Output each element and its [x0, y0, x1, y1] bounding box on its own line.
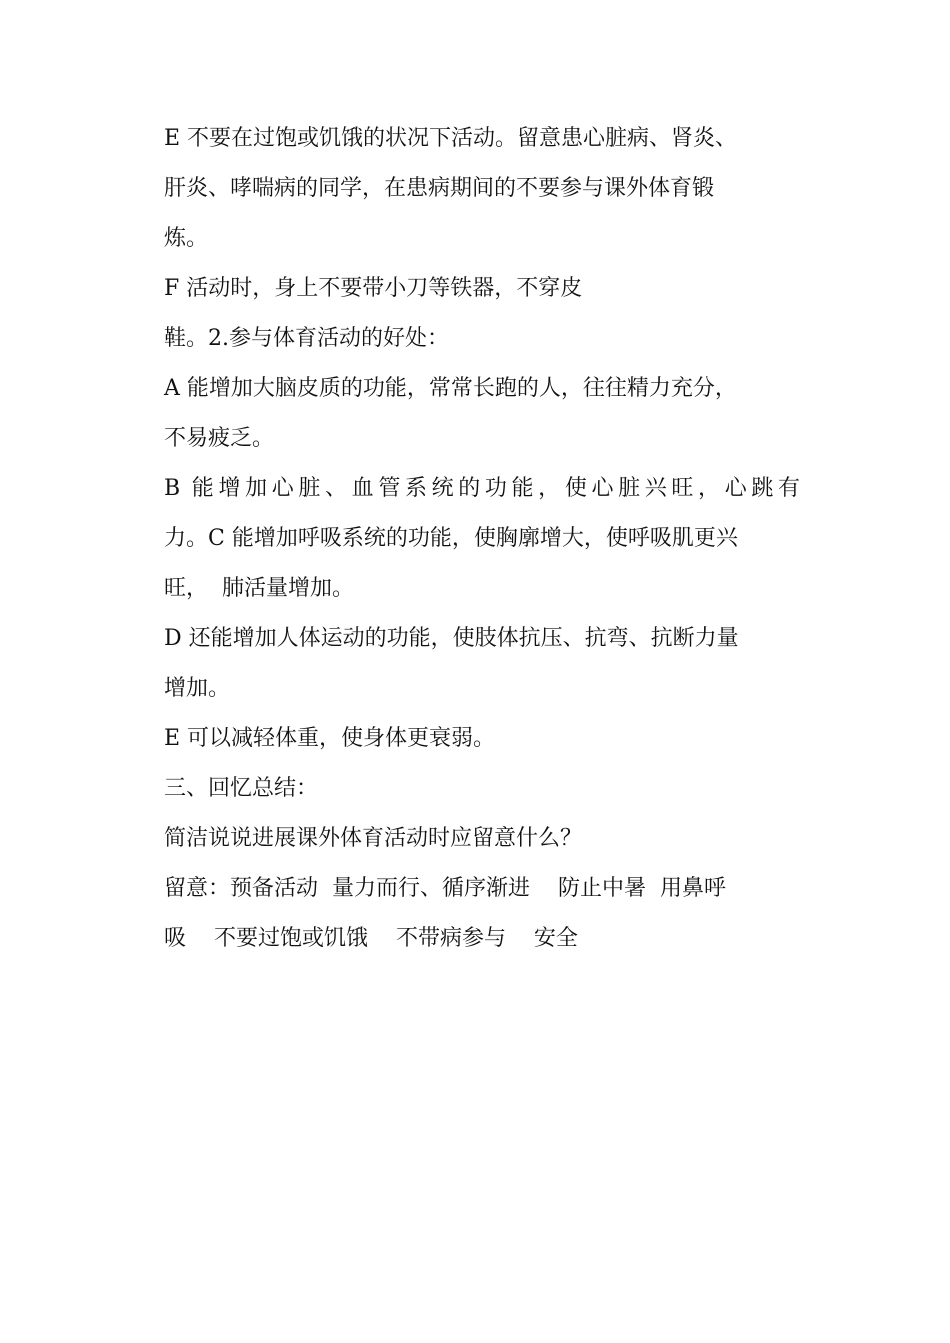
text-line: E 不要在过饱或饥饿的状况下活动。留意患心脏病、肾炎、 [164, 126, 738, 151]
document-body [164, 114, 814, 964]
text-line: 鞋。2.参与体育活动的好处： [164, 326, 449, 351]
text-line: 留意：预备活动 量力而行、循序渐进 防止中暑 用鼻呼 [164, 876, 726, 901]
text-line: 旺， 肺活量增加。 [164, 576, 354, 601]
text-line: B 能增加心脏、血管系统的功能，使心脏兴旺，心跳有 [164, 476, 800, 501]
text-line: 肝炎、哮喘病的同学，在患病期间的不要参与课外体育锻 [164, 176, 715, 201]
text-line: 简洁说说进展课外体育活动时应留意什么？ [164, 826, 583, 851]
text-line: 炼。 [164, 226, 209, 251]
text-line: E 可以减轻体重，使身体更衰弱。 [164, 726, 496, 751]
text-line: 增加。 [164, 676, 231, 701]
text-line: 不易疲乏。 [164, 426, 275, 451]
text-line: F 活动时，身上不要带小刀等铁器，不穿皮 [164, 276, 583, 301]
text-line: 吸 不要过饱或饥饿 不带病参与 安全 [164, 926, 578, 951]
text-line: D 还能增加人体运动的功能，使肢体抗压、抗弯、抗断力量 [164, 626, 739, 651]
section-heading: 三、回忆总结： [164, 776, 319, 801]
text-line: 力。C 能增加呼吸系统的功能，使胸廓增大，使呼吸肌更兴 [164, 526, 738, 551]
text-line: A 能增加大脑皮质的功能，常常长跑的人，往往精力充分， [164, 376, 737, 401]
